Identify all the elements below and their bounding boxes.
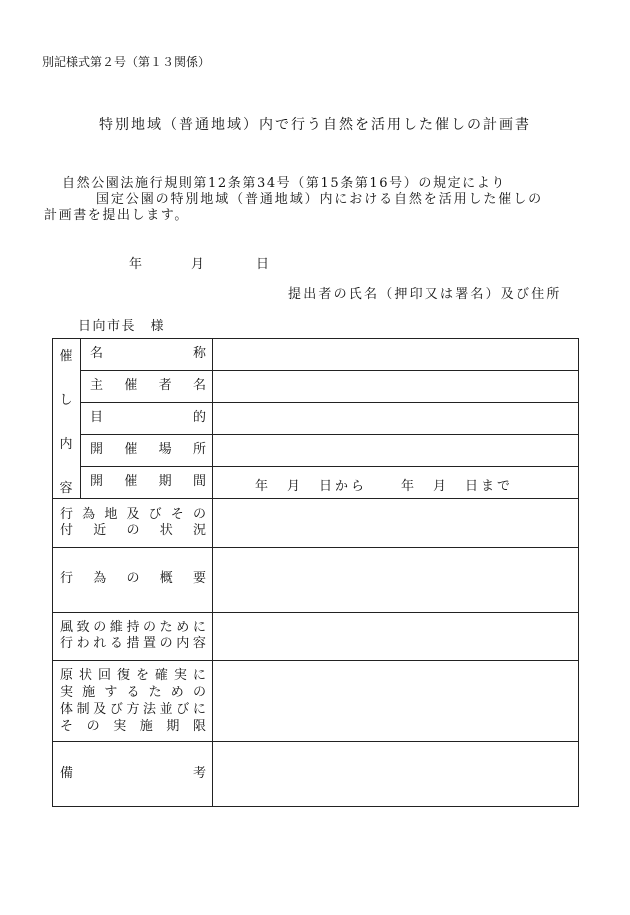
plan-form-table xyxy=(52,338,579,807)
label-restoration-line4 xyxy=(60,719,206,735)
label-char: に xyxy=(192,620,206,635)
label-char: 及 xyxy=(126,507,140,522)
label-char: 概 xyxy=(159,571,173,586)
label-char: 況 xyxy=(192,523,206,538)
label-activity-summary xyxy=(60,571,206,587)
group-label-char: 内 xyxy=(59,437,73,452)
addressee: 日向市長 様 xyxy=(78,319,166,334)
label-char: 復 xyxy=(116,668,130,683)
label-char: 行 xyxy=(60,571,74,586)
label-char: 風 xyxy=(60,620,74,635)
label-char: 並 xyxy=(159,702,173,717)
label-organizer xyxy=(90,378,206,394)
label-char: 考 xyxy=(192,766,206,781)
group-label-char: 催 xyxy=(59,349,73,364)
row-divider xyxy=(80,466,579,467)
label-char: 状 xyxy=(78,668,92,683)
label-char: わ xyxy=(76,636,90,651)
label-restoration-line2 xyxy=(60,685,206,701)
site-condition-entry[interactable] xyxy=(213,499,578,547)
label-char: 催 xyxy=(124,474,138,489)
label-restoration-line1 xyxy=(60,668,206,684)
label-char: 状 xyxy=(159,523,173,538)
label-char: そ xyxy=(170,507,184,522)
label-char: 名 xyxy=(192,378,206,393)
period-from: 年 月 日から xyxy=(255,479,368,494)
label-char: 者 xyxy=(158,378,172,393)
restoration-entry[interactable] xyxy=(213,661,578,741)
label-char: 原 xyxy=(60,668,74,683)
label-char: 制 xyxy=(76,702,90,717)
label-char: 要 xyxy=(192,571,206,586)
label-site-line1 xyxy=(60,507,206,523)
label-char: の xyxy=(143,620,157,635)
label-site-line2 xyxy=(60,523,206,539)
label-char: 施 xyxy=(82,685,96,700)
label-char: め xyxy=(170,685,184,700)
label-char: 回 xyxy=(97,668,111,683)
label-char: 置 xyxy=(143,636,157,651)
label-char: び xyxy=(176,702,190,717)
label-char: の xyxy=(126,523,140,538)
table-border-left xyxy=(52,338,53,807)
label-char: た xyxy=(148,685,162,700)
label-char: 措 xyxy=(126,636,140,651)
label-char: 施 xyxy=(139,719,153,734)
label-char: び xyxy=(109,702,123,717)
table-border-bottom xyxy=(52,806,579,807)
label-char: 主 xyxy=(90,378,104,393)
label-char: の xyxy=(192,685,206,700)
label-char: 実 xyxy=(173,668,187,683)
label-char: た xyxy=(159,620,173,635)
date-day-label: 日 xyxy=(256,257,270,272)
label-char: 的 xyxy=(192,410,206,425)
label-char: 近 xyxy=(93,523,107,538)
venue-entry[interactable] xyxy=(213,435,578,466)
label-remarks xyxy=(60,766,206,782)
label-char: 所 xyxy=(192,442,206,457)
label-venue xyxy=(90,442,206,458)
label-char: の xyxy=(86,719,100,734)
label-char: れ xyxy=(93,636,107,651)
label-char: 維 xyxy=(109,620,123,635)
group-label-divider xyxy=(80,338,81,498)
label-char: に xyxy=(192,702,206,717)
label-char: 開 xyxy=(90,474,104,489)
measures-entry[interactable] xyxy=(213,613,578,660)
label-restoration-line3 xyxy=(60,702,206,718)
label-char: め xyxy=(176,620,190,635)
label-period xyxy=(90,474,206,490)
label-char: の xyxy=(126,571,140,586)
label-measures-line2 xyxy=(60,636,206,652)
label-char: 地 xyxy=(104,507,118,522)
group-label-char: し xyxy=(59,393,73,408)
label-char: 期 xyxy=(158,474,172,489)
declaration-line-3: 計画書を提出します。 xyxy=(44,208,189,223)
submitter-label: 提出者の氏名（押印又は署名）及び住所 xyxy=(288,287,562,302)
label-char: を xyxy=(135,668,149,683)
label-char: 容 xyxy=(192,636,206,651)
label-char: 目 xyxy=(90,410,104,425)
label-char: す xyxy=(104,685,118,700)
document-title: 特別地域（普通地域）内で行う自然を活用した催しの計画書 xyxy=(99,117,531,133)
label-char: 致 xyxy=(76,620,90,635)
label-char: 及 xyxy=(93,702,107,717)
label-char: 名 xyxy=(90,346,104,361)
label-char: の xyxy=(93,620,107,635)
table-border-right xyxy=(578,338,579,807)
period-to: 年 月 日まで xyxy=(401,479,514,494)
label-char: 催 xyxy=(124,378,138,393)
label-char: 体 xyxy=(60,702,74,717)
label-char: そ xyxy=(60,719,74,734)
date-month-label: 月 xyxy=(191,257,205,272)
label-char: 為 xyxy=(93,571,107,586)
event-name-entry[interactable] xyxy=(213,339,578,370)
label-event-name xyxy=(90,346,206,362)
label-char: 法 xyxy=(143,702,157,717)
label-char: 持 xyxy=(126,620,140,635)
label-char: 開 xyxy=(90,442,104,457)
label-char: 称 xyxy=(192,346,206,361)
label-char: 限 xyxy=(192,719,206,734)
label-char: び xyxy=(148,507,162,522)
declaration-line-1: 自然公園法施行規則第12条第34号（第15条第16号）の規定により xyxy=(62,176,506,191)
label-char: 内 xyxy=(176,636,190,651)
activity-summary-entry[interactable] xyxy=(213,548,578,612)
label-char: 行 xyxy=(60,636,74,651)
declaration-line-2: 国定公園の特別地域（普通地域）内における自然を活用した催しの xyxy=(96,192,544,207)
label-char: 方 xyxy=(126,702,140,717)
group-label-char: 容 xyxy=(59,481,73,496)
label-char: 間 xyxy=(192,474,206,489)
organizer-entry[interactable] xyxy=(213,371,578,402)
label-char: 付 xyxy=(60,523,74,538)
label-char: 期 xyxy=(166,719,180,734)
form-reference: 別記様式第２号（第１３関係） xyxy=(42,55,211,69)
label-char: 場 xyxy=(158,442,172,457)
purpose-entry[interactable] xyxy=(213,403,578,434)
remarks-entry[interactable] xyxy=(213,742,578,806)
label-char: の xyxy=(192,507,206,522)
label-char: 行 xyxy=(60,507,74,522)
label-char: 備 xyxy=(60,766,74,781)
label-char: 実 xyxy=(60,685,74,700)
label-char: 為 xyxy=(82,507,96,522)
label-char: る xyxy=(126,685,140,700)
label-char: に xyxy=(192,668,206,683)
label-char: 確 xyxy=(154,668,168,683)
label-char: る xyxy=(109,636,123,651)
label-char: の xyxy=(159,636,173,651)
label-purpose xyxy=(90,410,206,426)
date-year-label: 年 xyxy=(129,257,143,272)
label-char: 催 xyxy=(124,442,138,457)
label-measures-line1 xyxy=(60,620,206,636)
label-char: 実 xyxy=(113,719,127,734)
